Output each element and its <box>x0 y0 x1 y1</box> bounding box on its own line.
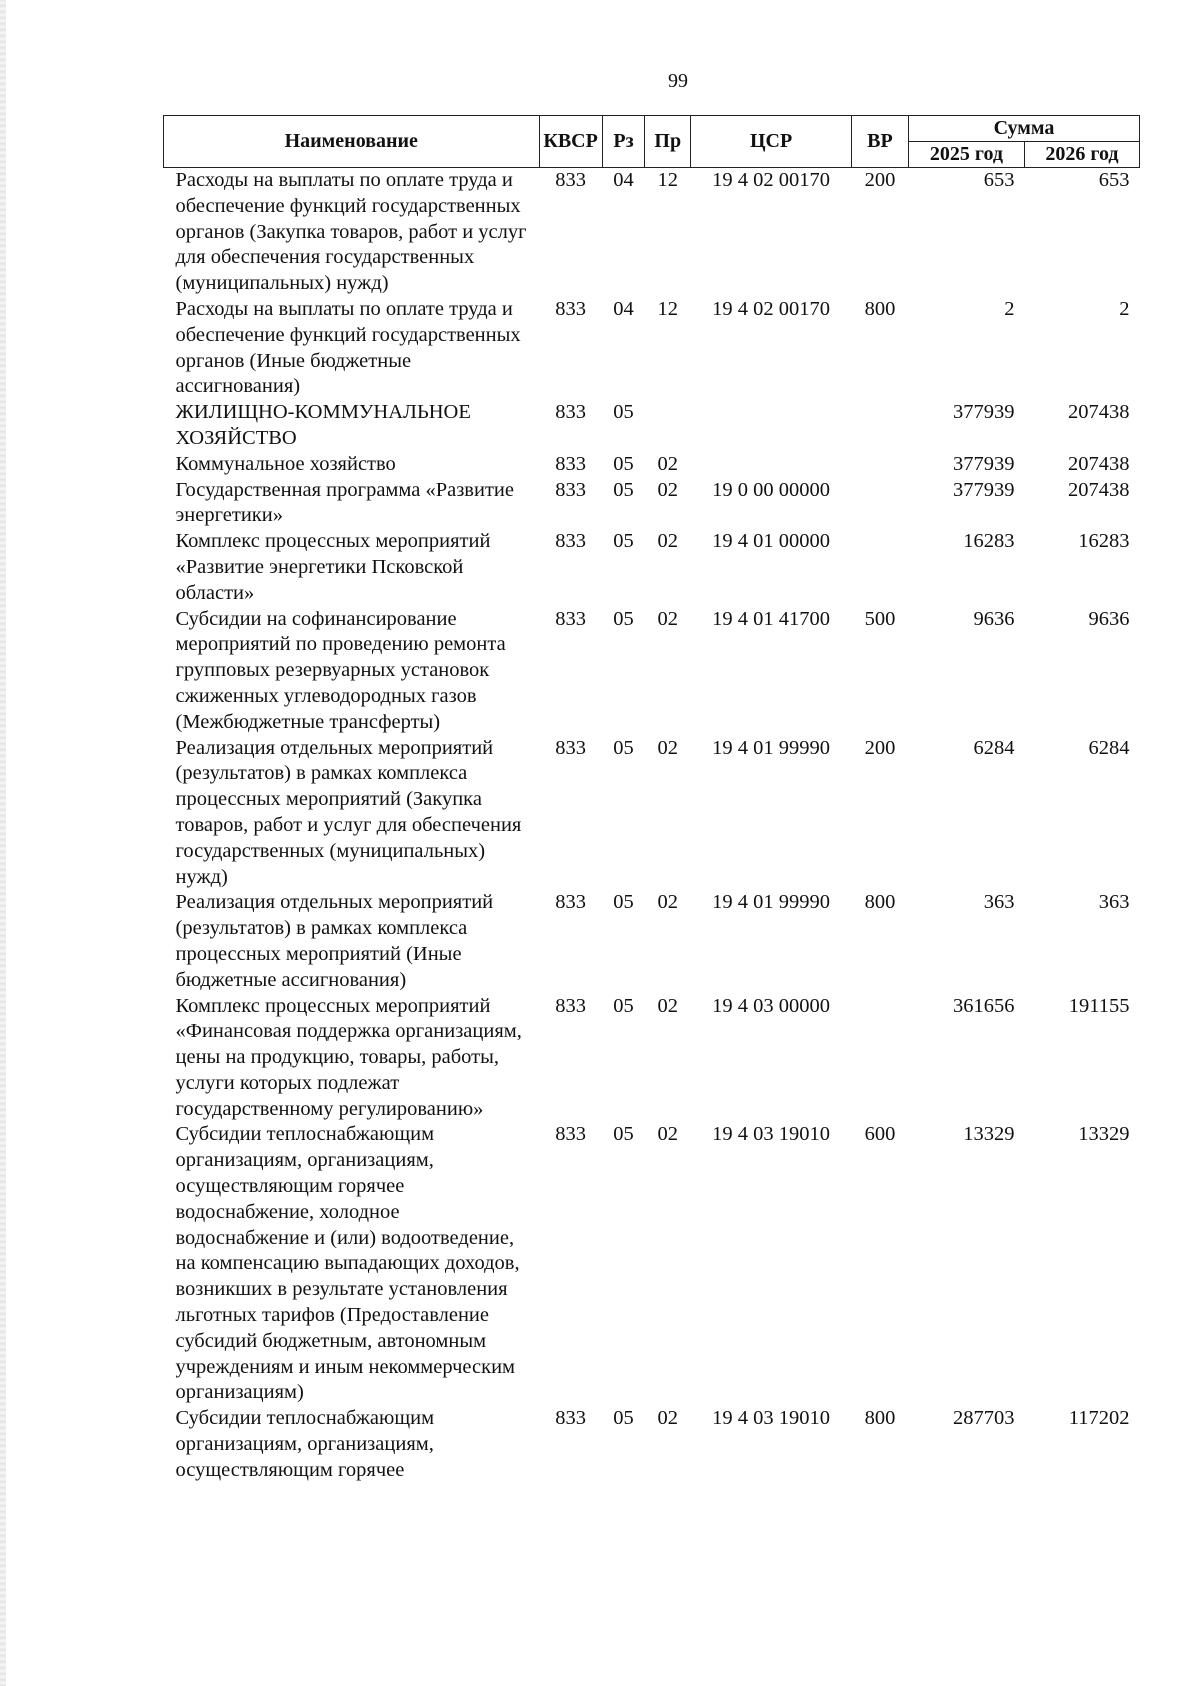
cell-vr: 800 <box>864 1407 896 1430</box>
cell-rz: 05 <box>613 401 634 424</box>
cell-name: Государственная программа «Развитие энергетики» <box>175 478 514 527</box>
cell-vr <box>851 529 908 606</box>
cell-2026: 363 <box>1098 891 1130 914</box>
cell-pr: 02 <box>657 736 678 759</box>
cell-2026: 207438 <box>1068 401 1130 424</box>
cell-kvsr: 833 <box>555 401 586 424</box>
table-row <box>164 1406 1140 1483</box>
cell-vr: 200 <box>864 169 896 191</box>
cell-rz: 04 <box>613 169 634 191</box>
cell-kvsr: 833 <box>555 452 586 475</box>
cell-csr: 19 4 01 99990 <box>712 736 830 759</box>
cell-rz: 04 <box>613 297 634 320</box>
cell-rz: 05 <box>613 607 634 630</box>
cell-pr: 12 <box>657 297 678 320</box>
cell-csr: 19 4 01 00000 <box>712 530 830 553</box>
cell-pr: 02 <box>657 994 678 1017</box>
cell-name: Расходы на выплаты по оплате труда и обеспечение функций государственных органов (Закупка товаров, работ и услуг для обеспечения государственных (муниципальных) нужд) <box>175 169 527 295</box>
scan-edge <box>0 0 6 1686</box>
cell-csr <box>691 400 852 452</box>
table-row <box>164 529 1140 606</box>
cell-rz: 05 <box>613 452 634 475</box>
header-kvsr: КВСР <box>539 116 602 168</box>
cell-kvsr: 833 <box>555 1407 586 1430</box>
cell-name: Комплекс процессных мероприятий «Финансовая поддержка организациям, цены на продукцию, товары, работы, услуги которых подлежат государственному регулированию» <box>175 994 522 1120</box>
cell-kvsr: 833 <box>555 530 586 553</box>
cell-rz: 05 <box>613 1407 634 1430</box>
cell-vr: 800 <box>864 297 896 320</box>
cell-pr: 02 <box>657 1407 678 1430</box>
table-row <box>164 478 1140 530</box>
cell-csr <box>691 452 852 478</box>
header-year-2026: 2026 год <box>1024 142 1139 168</box>
cell-name: Субсидии на софинансирование мероприятий по проведению ремонта групповых резервуарных установок сжиженных углеводородных газов (Межбюджетные трансферты) <box>175 607 506 733</box>
cell-2026: 16283 <box>1078 530 1130 553</box>
cell-2025: 377939 <box>952 452 1015 475</box>
cell-pr: 02 <box>657 452 678 475</box>
cell-kvsr: 833 <box>555 169 586 191</box>
cell-2025: 16283 <box>963 530 1015 553</box>
table-row <box>164 452 1140 478</box>
header-sum: Сумма <box>908 116 1139 142</box>
cell-csr: 19 4 01 99990 <box>712 891 830 914</box>
table-row <box>164 1122 1140 1406</box>
cell-pr: 02 <box>657 1123 678 1146</box>
cell-vr: 200 <box>864 736 896 759</box>
cell-kvsr: 833 <box>555 607 586 630</box>
cell-csr: 19 4 01 41700 <box>712 607 830 630</box>
cell-2026: 9636 <box>1088 607 1130 630</box>
cell-vr <box>851 478 908 530</box>
cell-rz: 05 <box>613 736 634 759</box>
cell-csr: 19 4 02 00170 <box>712 297 830 320</box>
cell-2025: 377939 <box>952 401 1015 424</box>
cell-2026: 207438 <box>1068 478 1130 501</box>
header-rz: Рз <box>602 116 645 168</box>
cell-2026: 207438 <box>1068 452 1130 475</box>
cell-vr <box>851 400 908 452</box>
table-row <box>164 736 1140 891</box>
budget-table <box>163 115 1140 1484</box>
cell-pr: 02 <box>657 478 678 501</box>
cell-2025: 6284 <box>973 736 1015 759</box>
cell-csr: 19 4 03 19010 <box>712 1123 830 1146</box>
header-csr: ЦСР <box>691 116 852 168</box>
cell-2026: 13329 <box>1078 1123 1130 1146</box>
header-pr: Пр <box>645 116 691 168</box>
cell-kvsr: 833 <box>555 478 586 501</box>
cell-pr: 02 <box>657 530 678 553</box>
cell-csr: 19 0 00 00000 <box>712 478 830 501</box>
header-name: Наименование <box>164 116 540 168</box>
page-number: 99 <box>668 70 688 92</box>
table-row <box>164 168 1140 297</box>
cell-2025: 2 <box>1004 297 1015 320</box>
budget-table-container <box>163 115 1140 1484</box>
cell-2026: 191155 <box>1068 994 1130 1017</box>
cell-2026: 6284 <box>1088 736 1130 759</box>
table-row <box>164 297 1140 400</box>
header-vr: ВР <box>851 116 908 168</box>
cell-name: Расходы на выплаты по оплате труда и обеспечение функций государственных органов (Иные бюджетные ассигнования) <box>175 297 521 398</box>
cell-rz: 05 <box>613 994 634 1017</box>
cell-2025: 361656 <box>952 994 1015 1017</box>
cell-2026: 2 <box>1119 297 1130 320</box>
cell-2025: 9636 <box>973 607 1015 630</box>
cell-name: Субсидии теплоснабжающим организациям, организациям, осуществляющим горячее <box>175 1407 435 1481</box>
cell-vr <box>851 452 908 478</box>
cell-2025: 287703 <box>952 1407 1015 1430</box>
table-body <box>164 168 1140 1484</box>
cell-kvsr: 833 <box>555 736 586 759</box>
cell-rz: 05 <box>613 891 634 914</box>
cell-2026: 653 <box>1098 169 1130 191</box>
cell-name: Реализация отдельных мероприятий (результатов) в рамках комплекса процессных мероприятий (Закупка товаров, работ и услуг для обеспечения государственных (муниципальных) нужд) <box>175 736 522 888</box>
cell-2025: 13329 <box>963 1123 1015 1146</box>
cell-name: Комплекс процессных мероприятий «Развитие энергетики Псковской области» <box>175 530 491 604</box>
cell-name: Субсидии теплоснабжающим организациям, организациям, осуществляющим горячее водоснабжение, холодное водоснабжение и (или) водоотведение, на компенсацию выпадающих доходов, возникших в результате установления льготных тарифов (Предоставление субсидий бюджетным, автономным учреждениям и иным некоммерческим организациям) <box>175 1123 520 1404</box>
cell-name: Коммунальное хозяйство <box>175 452 396 475</box>
cell-csr: 19 4 02 00170 <box>712 169 830 191</box>
table-row <box>164 994 1140 1123</box>
cell-csr: 19 4 03 00000 <box>712 994 830 1017</box>
cell-pr <box>645 400 691 452</box>
cell-name: ЖИЛИЩНО-КОММУНАЛЬНОЕ ХОЗЯЙСТВО <box>175 401 471 449</box>
cell-vr: 500 <box>864 607 896 630</box>
cell-rz: 05 <box>613 1123 634 1146</box>
header-year-2025: 2025 год <box>908 142 1024 168</box>
cell-rz: 05 <box>613 478 634 501</box>
cell-name: Реализация отдельных мероприятий (результатов) в рамках комплекса процессных мероприятий (Иные бюджетные ассигнования) <box>175 891 494 991</box>
table-row <box>164 890 1140 993</box>
cell-kvsr: 833 <box>555 297 586 320</box>
table-row <box>164 607 1140 736</box>
cell-pr: 02 <box>657 607 678 630</box>
table-header <box>164 116 1140 168</box>
cell-vr <box>851 994 908 1123</box>
cell-2025: 377939 <box>952 478 1015 501</box>
cell-rz: 05 <box>613 530 634 553</box>
cell-pr: 02 <box>657 891 678 914</box>
table-row <box>164 400 1140 452</box>
cell-2025: 653 <box>983 169 1015 191</box>
cell-kvsr: 833 <box>555 891 586 914</box>
cell-2026: 117202 <box>1068 1407 1130 1430</box>
cell-2025: 363 <box>983 891 1015 914</box>
cell-kvsr: 833 <box>555 1123 586 1146</box>
cell-kvsr: 833 <box>555 994 586 1017</box>
cell-vr: 600 <box>864 1123 896 1146</box>
cell-pr: 12 <box>657 169 678 191</box>
cell-vr: 800 <box>864 891 896 914</box>
cell-csr: 19 4 03 19010 <box>712 1407 830 1430</box>
